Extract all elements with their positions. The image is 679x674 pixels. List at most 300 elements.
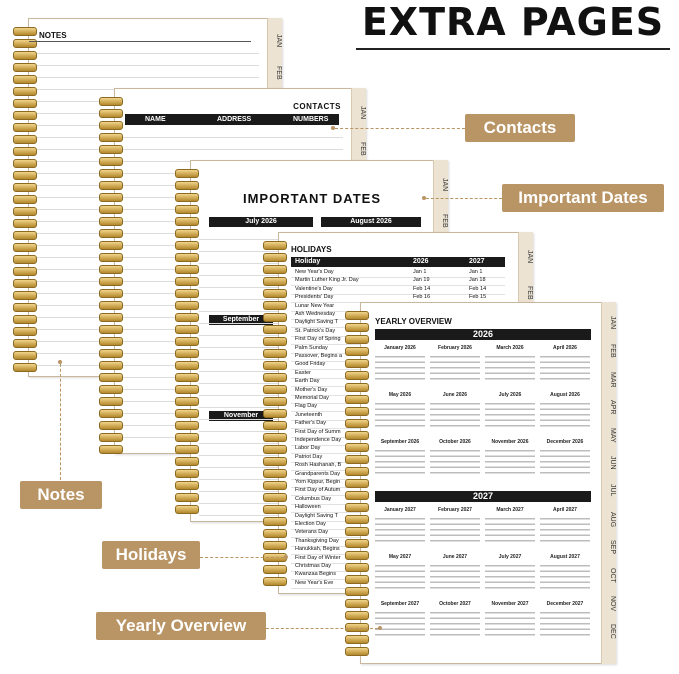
coil-ring [263, 529, 287, 538]
date-2026: Jan 1 [413, 269, 427, 275]
tab-dec[interactable]: DEC [609, 624, 616, 639]
holiday-name: First Day of Winter [295, 554, 341, 561]
mini-month-calendar [540, 554, 590, 589]
coil-ring [13, 135, 37, 144]
month-name: April 2026 [553, 345, 577, 351]
tab-jan[interactable]: JAN [359, 106, 366, 120]
holiday-name: Memorial Day [295, 395, 329, 401]
holiday-name: Passover, Begins a [295, 353, 343, 359]
day-grid [375, 399, 425, 427]
holiday-name: Columbus Day [295, 495, 332, 502]
coil-ring [13, 267, 37, 276]
coil-ring [263, 433, 287, 442]
tab-mar[interactable]: MAR [609, 372, 616, 388]
coil-ring [99, 361, 123, 370]
coil-ring [263, 385, 287, 394]
coil-ring [345, 479, 369, 488]
coil-ring [175, 217, 199, 226]
holiday-name: Juneteenth [295, 411, 323, 418]
month-banner-september: September [209, 315, 273, 325]
coil-ring [13, 183, 37, 192]
coil-ring [175, 313, 199, 322]
holiday-name: Veterans Day [295, 529, 329, 536]
coil-ring [175, 337, 199, 346]
day-grid [375, 352, 425, 380]
col-holiday: Holiday [295, 258, 321, 265]
coil-ring [175, 505, 199, 514]
coil-ring [263, 565, 287, 574]
tab-jan[interactable]: JAN [275, 34, 282, 48]
coil-ring [263, 493, 287, 502]
coil-ring [175, 421, 199, 430]
day-grid [540, 399, 590, 427]
mini-month-calendar [430, 601, 480, 636]
holidays-title: HOLIDAYS [291, 245, 332, 254]
mini-month-calendar [430, 392, 480, 427]
coil-ring [13, 303, 37, 312]
month-name: February 2026 [438, 345, 472, 351]
coil-ring [13, 51, 37, 60]
headline: EXTRA PAGES [361, 0, 665, 44]
coil-ring [175, 481, 199, 490]
day-grid [485, 561, 535, 589]
coil-ring [345, 431, 369, 440]
day-grid [485, 446, 535, 474]
coil-ring [175, 361, 199, 370]
day-grid [540, 352, 590, 380]
month-name: January 2027 [384, 507, 416, 513]
notes-title-rule [29, 41, 251, 42]
coil-ring [99, 445, 123, 454]
yearly-overview-callout: Yearly Overview [96, 612, 266, 640]
holiday-name: Christmas Day [295, 563, 332, 569]
tab-feb[interactable]: FEB [441, 214, 448, 228]
mini-month-calendar [375, 392, 425, 427]
coil-ring [263, 445, 287, 454]
month-name: September 2027 [380, 601, 420, 607]
coil-ring [345, 407, 369, 416]
coil-ring [345, 491, 369, 500]
col-2026: 2026 [413, 258, 429, 265]
coil-ring [13, 291, 37, 300]
date-2027: Jan 18 [469, 277, 486, 284]
year-bar-2026: 2026 [375, 329, 591, 340]
day-grid [375, 514, 425, 542]
contacts-connector-line [335, 128, 465, 129]
coil-ring [175, 409, 199, 418]
ruled-line [37, 77, 259, 78]
notes-title: NOTES [39, 31, 67, 40]
month-name: June 2027 [442, 554, 468, 560]
month-name: September 2026 [380, 439, 420, 445]
mini-month-calendar [430, 345, 480, 380]
coil-ring [13, 279, 37, 288]
coil-ring [13, 351, 37, 360]
coil-ring [13, 327, 37, 336]
coil-ring [99, 289, 123, 298]
holiday-name: Rosh Hashanah, B [295, 462, 342, 469]
mini-month-calendar [540, 439, 590, 474]
month-name: April 2027 [553, 507, 577, 513]
ruled-line [37, 53, 259, 54]
month-name: May 2027 [388, 554, 412, 560]
coil-ring [345, 551, 369, 560]
coil-ring [99, 217, 123, 226]
coil-ring [263, 325, 287, 334]
holiday-name: Palm Sunday [295, 344, 328, 351]
mini-month-calendar [375, 601, 425, 636]
coil-ring [345, 335, 369, 344]
date-2027: Feb 14 [469, 285, 487, 292]
contacts-title: CONTACTS [293, 102, 341, 111]
coil-ring [99, 121, 123, 130]
tab-jan[interactable]: JAN [441, 178, 448, 192]
col-address: ADDRESS [217, 116, 252, 123]
day-grid [375, 561, 425, 589]
coil-ring [13, 123, 37, 132]
mini-month-calendar [485, 601, 535, 636]
tab-feb[interactable]: FEB [526, 286, 533, 300]
coil-ring [99, 385, 123, 394]
month-name: July 2026 [498, 392, 522, 398]
holiday-name: Labor Day [295, 445, 321, 452]
holiday-name: Halloween [295, 504, 321, 511]
yearly-connector-line [266, 628, 378, 629]
month-name: January 2026 [384, 345, 416, 351]
coil-ring [99, 301, 123, 310]
yearly-tab-strip [601, 302, 616, 664]
coil-ring [175, 181, 199, 190]
coil-ring [13, 159, 37, 168]
coil-ring [13, 207, 37, 216]
holiday-name: First Day of Spring [295, 336, 341, 343]
month-name: March 2027 [496, 507, 524, 513]
coil-ring [263, 577, 287, 586]
coil-ring [345, 455, 369, 464]
day-grid [540, 608, 590, 636]
tab-feb[interactable]: FEB [275, 66, 282, 80]
date-2026: Feb 14 [413, 285, 431, 292]
coil-ring [263, 253, 287, 262]
coil-ring [99, 157, 123, 166]
month-name: August 2026 [550, 392, 580, 398]
date-2026: Jan 19 [413, 277, 430, 284]
coil-ring [345, 395, 369, 404]
day-grid [430, 446, 480, 474]
day-grid [375, 446, 425, 474]
holiday-name: Flag Day [295, 403, 318, 410]
yearly-overview-title: YEARLY OVERVIEW [375, 317, 452, 326]
coil-ring [345, 647, 369, 656]
coil-ring [175, 493, 199, 502]
coil-ring [13, 315, 37, 324]
coil-ring [345, 467, 369, 476]
col-2027: 2027 [469, 258, 485, 265]
coil-ring [13, 75, 37, 84]
month-name: February 2027 [438, 507, 472, 513]
contacts-callout: Contacts [465, 114, 575, 142]
tab-may[interactable]: MAY [609, 428, 616, 443]
coil-ring [345, 575, 369, 584]
coil-ring [99, 277, 123, 286]
coil-ring [263, 397, 287, 406]
coil-ring [345, 515, 369, 524]
coil-ring [175, 241, 199, 250]
holiday-name: Independence Day [295, 437, 342, 443]
yearly-connector-dot [378, 626, 382, 630]
dates-connector-line [426, 198, 502, 199]
holidays-connector-dot [284, 555, 288, 559]
coil-ring [263, 277, 287, 286]
mini-month-calendar [375, 507, 425, 542]
mini-month-calendar [375, 554, 425, 589]
coil-ring [99, 325, 123, 334]
month-name: December 2027 [546, 601, 584, 607]
tab-sep[interactable]: SEP [609, 540, 616, 555]
coil-ring [263, 517, 287, 526]
holiday-name: New Year's Eve [295, 579, 334, 586]
mini-month-calendar [430, 439, 480, 474]
day-grid [485, 399, 535, 427]
coil-ring [263, 481, 287, 490]
holidays-header-row [291, 257, 505, 267]
coil-ring [99, 337, 123, 346]
coil-ring [99, 145, 123, 154]
holidays-callout: Holidays [102, 541, 200, 569]
holiday-name: First Day of Autum [295, 487, 341, 494]
notes-connector-line [60, 364, 61, 480]
coil-ring [263, 505, 287, 514]
mini-month-calendar [540, 601, 590, 636]
coil-ring [263, 409, 287, 418]
yearly-overview-page [360, 302, 616, 664]
coil-ring [13, 111, 37, 120]
coil-ring [263, 313, 287, 322]
mini-month-calendar [485, 507, 535, 542]
month-name: October 2026 [439, 439, 471, 445]
day-grid [430, 399, 480, 427]
coil-ring [99, 97, 123, 106]
coil-ring [13, 27, 37, 36]
coil-ring [345, 383, 369, 392]
coil-ring [13, 87, 37, 96]
ruled-line [37, 65, 259, 66]
month-banner-august: August 2026 [321, 217, 421, 227]
holiday-name: Lunar New Year [295, 302, 335, 309]
coil-ring [175, 325, 199, 334]
tab-nov[interactable]: NOV [609, 596, 616, 612]
tab-jul[interactable]: JUL [609, 484, 616, 497]
holiday-name: Easter [295, 369, 311, 376]
coil-ring [99, 205, 123, 214]
holiday-name: Good Friday [295, 361, 326, 368]
tab-jan[interactable]: JAN [609, 316, 616, 330]
coil-ring [99, 409, 123, 418]
coil-ring [263, 361, 287, 370]
holiday-name: Earth Day [295, 378, 320, 385]
day-grid [430, 608, 480, 636]
coil-ring [99, 193, 123, 202]
holiday-name: Kwanzaa Begins [295, 571, 336, 578]
coil-ring [13, 363, 37, 372]
holiday-name: Valentine's Day [295, 285, 333, 292]
coil-ring [13, 255, 37, 264]
coil-ring [175, 169, 199, 178]
mini-month-calendar [375, 345, 425, 380]
day-grid [430, 514, 480, 542]
year-bar-2027: 2027 [375, 491, 591, 502]
mini-month-calendar [485, 345, 535, 380]
tab-aug[interactable]: AUG [609, 512, 616, 528]
coil-ring [99, 421, 123, 430]
coil-ring [175, 469, 199, 478]
coil-ring [345, 347, 369, 356]
col-numbers: NUMBERS [293, 116, 329, 123]
month-name: June 2026 [442, 392, 468, 398]
holiday-name: Grandparents Day [295, 470, 340, 477]
coil-ring [263, 301, 287, 310]
coil-ring [345, 443, 369, 452]
coil-ring [13, 171, 37, 180]
coil-ring [13, 339, 37, 348]
coil-ring [99, 181, 123, 190]
coil-ring [263, 241, 287, 250]
coil-ring [345, 311, 369, 320]
coil-ring [175, 277, 199, 286]
coil-ring [13, 195, 37, 204]
month-name: March 2026 [496, 345, 524, 351]
contacts-header-row [125, 114, 339, 125]
coil-ring [175, 289, 199, 298]
holiday-name: New Year's Day [295, 269, 334, 275]
tab-jan[interactable]: JAN [526, 250, 533, 264]
coil-ring [263, 421, 287, 430]
coil-ring [345, 359, 369, 368]
coil-ring [175, 373, 199, 382]
tab-oct[interactable]: OCT [609, 568, 616, 583]
coil-ring [345, 419, 369, 428]
headline-rule [356, 48, 670, 50]
coil-ring [175, 253, 199, 262]
coil-ring [99, 349, 123, 358]
coil-ring [345, 611, 369, 620]
month-name: November 2027 [491, 601, 529, 607]
coil-ring [175, 397, 199, 406]
day-grid [540, 446, 590, 474]
holidays-connector-line [200, 557, 284, 558]
coil-ring [99, 109, 123, 118]
month-name: August 2027 [550, 554, 580, 560]
holiday-name: Father's Day [295, 420, 327, 427]
day-grid [540, 514, 590, 542]
important-dates-title: IMPORTANT DATES [242, 191, 381, 206]
coil-ring [345, 539, 369, 548]
mini-month-calendar [485, 439, 535, 474]
ruled-line [123, 137, 343, 138]
holiday-name: Patriot Day [295, 453, 323, 460]
mini-month-calendar [485, 554, 535, 589]
month-name: October 2027 [439, 601, 471, 607]
date-2026: Feb 16 [413, 294, 431, 301]
mini-month-calendar [540, 507, 590, 542]
coil-ring [175, 205, 199, 214]
coil-ring [99, 133, 123, 142]
day-grid [375, 608, 425, 636]
tab-apr[interactable]: APR [609, 400, 616, 415]
month-name: November 2026 [491, 439, 529, 445]
coil-ring [263, 265, 287, 274]
notes-callout: Notes [20, 481, 102, 509]
coil-ring [345, 503, 369, 512]
coil-ring [263, 469, 287, 478]
day-grid [485, 514, 535, 542]
coil-ring [99, 313, 123, 322]
holiday-name: Daylight Saving T [295, 319, 339, 326]
tab-feb[interactable]: FEB [359, 142, 366, 156]
ruled-line [123, 149, 343, 150]
holiday-name: Thanksgiving Day [295, 537, 339, 544]
day-grid [485, 352, 535, 380]
month-name: December 2026 [546, 439, 584, 445]
holiday-name: First Day of Summ [295, 428, 341, 435]
coil-ring [13, 99, 37, 108]
mini-month-calendar [540, 345, 590, 380]
coil-ring [175, 433, 199, 442]
coil-ring [175, 265, 199, 274]
coil-ring [345, 527, 369, 536]
holiday-name: Hanukkah, Begins [295, 546, 340, 553]
coil-ring [175, 229, 199, 238]
coil-ring [175, 445, 199, 454]
month-name: May 2026 [388, 392, 412, 398]
coil-ring [263, 457, 287, 466]
mini-month-calendar [375, 439, 425, 474]
coil-ring [99, 229, 123, 238]
coil-ring [263, 349, 287, 358]
col-name: NAME [145, 116, 166, 123]
mini-month-calendar [430, 507, 480, 542]
coil-ring [13, 63, 37, 72]
coil-ring [345, 323, 369, 332]
coil-ring [99, 433, 123, 442]
coil-ring [99, 373, 123, 382]
coil-ring [175, 349, 199, 358]
holiday-name: Ash Wednesday [295, 311, 335, 317]
tab-feb[interactable]: FEB [609, 344, 616, 358]
month-banner-july: July 2026 [209, 217, 313, 227]
coil-ring [345, 563, 369, 572]
important-dates-callout: Important Dates [502, 184, 664, 212]
tab-jun[interactable]: JUN [609, 456, 616, 470]
day-grid [485, 608, 535, 636]
month-name: July 2027 [498, 554, 522, 560]
coil-ring [99, 265, 123, 274]
holiday-name: Martin Luther King Jr. Day [295, 277, 359, 284]
month-banner-november: November [209, 411, 273, 421]
holiday-name: Election Day [295, 521, 326, 527]
coil-ring [345, 599, 369, 608]
coil-ring [13, 231, 37, 240]
coil-ring [263, 289, 287, 298]
mini-month-calendar [540, 392, 590, 427]
coil-ring [345, 371, 369, 380]
coil-ring [13, 243, 37, 252]
coil-ring [263, 541, 287, 550]
holiday-name: Mother's Day [295, 386, 328, 393]
coil-ring [13, 219, 37, 228]
date-2027: Jan 1 [469, 269, 483, 275]
day-grid [430, 352, 480, 380]
